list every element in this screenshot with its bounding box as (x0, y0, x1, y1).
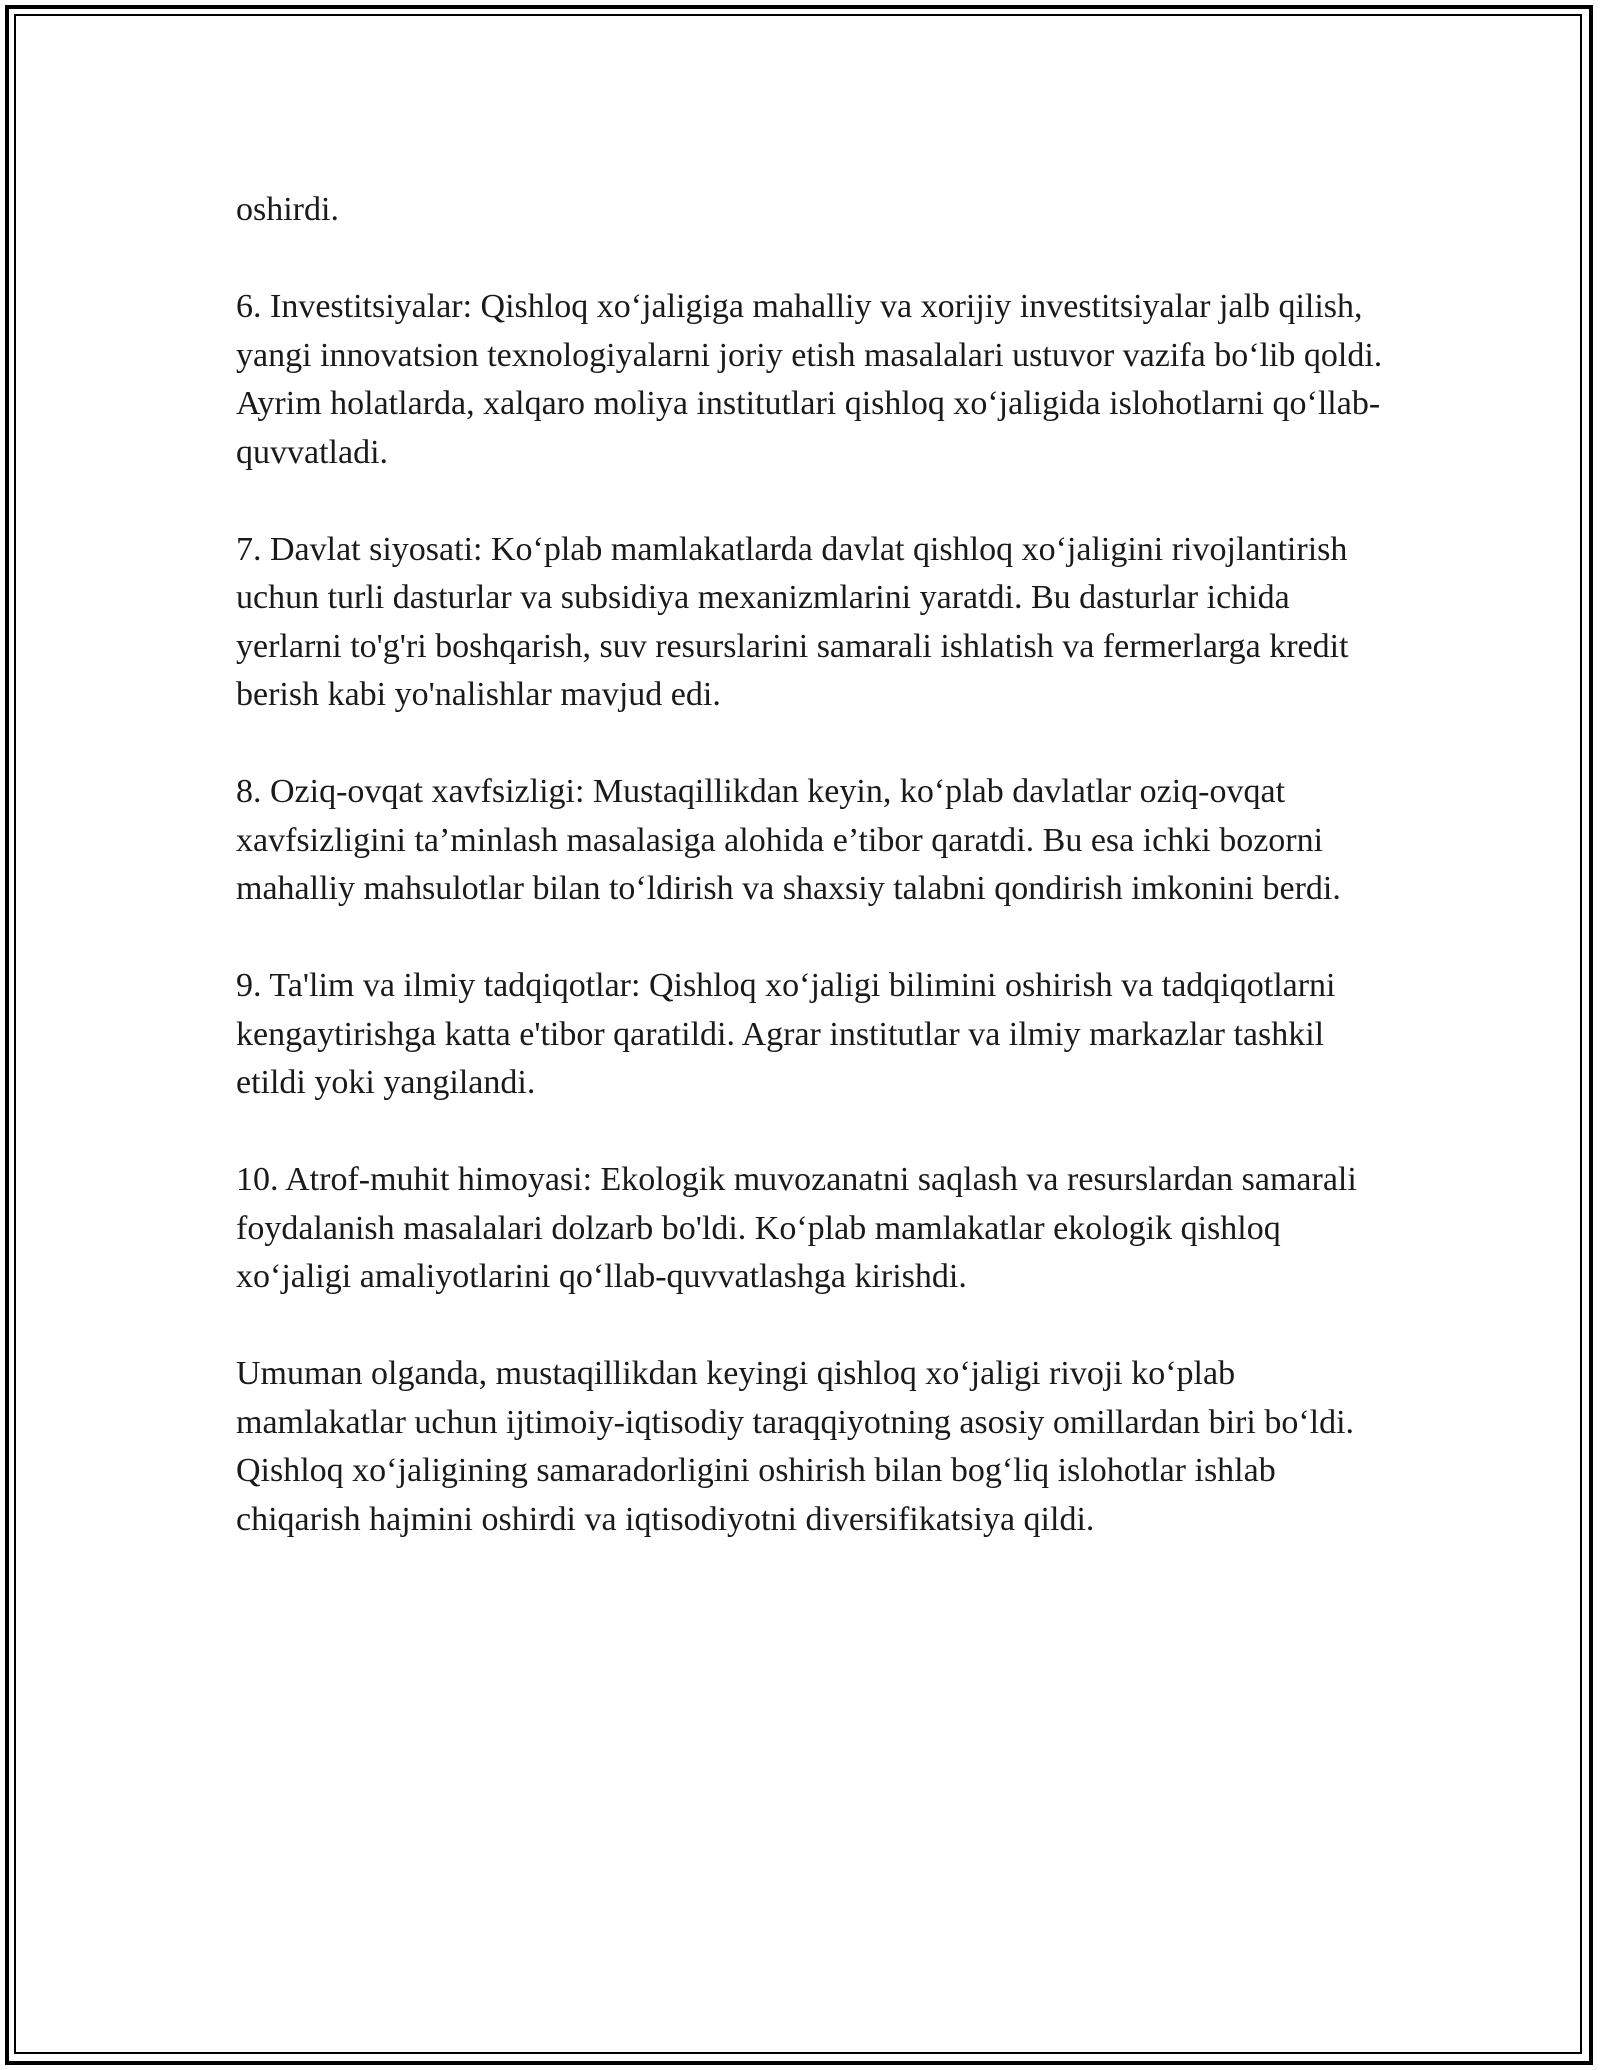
paragraph-state-policy: 7. Davlat siyosati: Ko‘plab mamlakatlarda davlat qishloq xo‘jaligini rivojlantirish uchun turli dasturlar va subsidiya mexanizmlarini yaratdi. Bu dasturlar ichida yerlarni to'g'ri boshqarish, suv resurslarini samarali ishlatish va fermerlarga kredit berish kabi yo'nalishlar mavjud edi. (236, 530, 1349, 713)
paragraph-environment: 10. Atrof-muhit himoyasi: Ekologik muvozanatni saqlash va resurslardan samarali foydalanish masalalari dolzarb bo'ldi. Ko‘plab mamlakatlar ekologik qishloq xo‘jaligi amaliyotlarini qo‘llab-quvvatlashga kirishdi. (236, 1161, 1357, 1295)
paragraph-food-security: 8. Oziq-ovqat xavfsizligi: Mustaqillikdan keyin, ko‘plab davlatlar oziq-ovqat xavfsizligini ta’minlash masalasiga alohida e’tibor qaratdi. Bu esa ichki bozorni mahalliy mahsulotlar bilan to‘ldirish va shaxsiy talabni qondirish imkonini berdi. (236, 773, 1341, 907)
paragraph-conclusion: Umuman olganda, mustaqillikdan keyingi qishloq xo‘jaligi rivoji ko‘plab mamlakatlar uchun ijtimoiy-iqtisodiy taraqqiyotning asosiy omillardan biri bo‘ldi. Qishloq xo‘jaligining samaradorligini oshirish bilan bog‘liq islohotlar ishlab chiqarish hajmini oshirdi va iqtisodiyotni diversifikatsiya qildi. (236, 1355, 1355, 1538)
paragraph-investments: 6. Investitsiyalar: Qishloq xo‘jaligiga mahalliy va xorijiy investitsiyalar jalb qilish, yangi innovatsion texnologiyalarni joriy etish masalalari ustuvor vazifa bo‘lib qoldi. Ayrim holatlarda, xalqaro moliya institutlari qishloq xo‘jaligida islohotlarni qo‘llab-quvvatladi. (236, 288, 1383, 471)
paragraph-education-research: 9. Ta'lim va ilmiy tadqiqotlar: Qishloq xo‘jaligi bilimini oshirish va tadqiqotlarni kengaytirishga katta e'tibor qaratildi. Agrar institutlar va ilmiy markazlar tashkil etildi yoki yangilandi. (236, 967, 1336, 1101)
paragraph-continuation: oshirdi. (236, 191, 339, 228)
document-body (236, 186, 1386, 1593)
